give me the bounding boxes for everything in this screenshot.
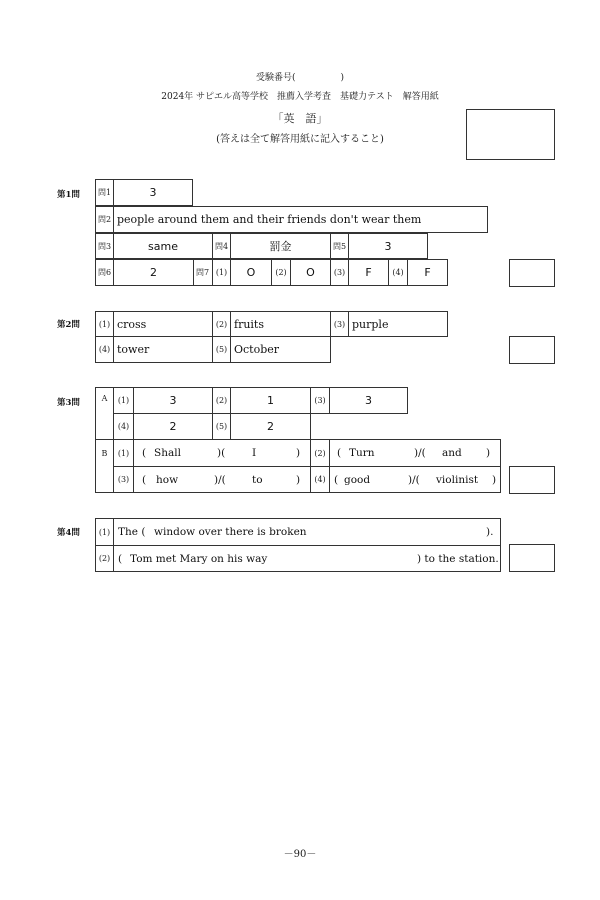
q3-b1-answer[interactable] (133, 439, 311, 467)
instruction-text: (答えは全て解答用紙に記入すること) (216, 134, 384, 145)
q3-b3-word1: how (156, 473, 179, 486)
q4-1-text: window over there is broken (154, 526, 307, 538)
q1-6-answer[interactable]: 2 (113, 259, 194, 286)
q4-1-answer[interactable] (113, 518, 501, 546)
q3-b1-word2: I (252, 447, 257, 459)
q1-score-box[interactable] (509, 259, 555, 287)
q3-b1-num: (1) (113, 439, 134, 467)
paren: )/( (408, 473, 420, 486)
q2-5-num: (5) (212, 336, 231, 363)
q1-2-label: 問2 (95, 206, 114, 233)
q3-part-b-label: B (95, 439, 114, 493)
paren: ( (142, 473, 147, 486)
q2-score-box[interactable] (509, 336, 555, 364)
q1-7-3-num: (3) (330, 259, 349, 286)
q3-a2-num: (2) (212, 387, 231, 414)
q3-a5-num: (5) (212, 413, 231, 440)
q2-2-num: (2) (212, 311, 231, 337)
q2-1-num: (1) (95, 311, 114, 337)
total-score-box[interactable] (466, 109, 555, 160)
q3-b4-num: (4) (310, 466, 330, 493)
q1-4-answer[interactable]: 罰金 (230, 233, 331, 259)
q2-5-answer[interactable]: October (230, 336, 331, 363)
q2-4-num: (4) (95, 336, 114, 363)
q1-1-answer[interactable]: 3 (113, 179, 193, 206)
q3-a1-num: (1) (113, 387, 134, 414)
q2-4-answer[interactable]: tower (113, 336, 213, 363)
q4-2-num: (2) (95, 545, 114, 572)
q3-b2-word2: and (442, 447, 462, 459)
q3-b4-answer[interactable] (329, 466, 501, 493)
q2-3-num: (3) (330, 311, 349, 337)
q4-2-text: Tom met Mary on his way (130, 552, 268, 565)
q1-5-label: 問5 (330, 233, 349, 259)
paren: ) (492, 473, 497, 486)
q4-1-num: (1) (95, 518, 114, 546)
question-3-label: 第3問 (57, 398, 80, 408)
paren: ) (296, 447, 301, 459)
q3-b4-word1: good (344, 473, 371, 486)
q1-5-answer[interactable]: 3 (348, 233, 428, 259)
q3-b3-num: (3) (113, 466, 134, 493)
q2-2-answer[interactable]: fruits (230, 311, 331, 337)
question-2-label: 第2問 (57, 320, 80, 330)
question-4-label: 第4問 (57, 528, 80, 538)
q3-a4-num: (4) (113, 413, 134, 440)
q1-7-4-num: (4) (388, 259, 408, 286)
q1-7-4-answer[interactable]: F (407, 259, 448, 286)
q1-3-label: 問3 (95, 233, 114, 259)
q2-1-answer[interactable]: cross (113, 311, 213, 337)
subject-title: 「英 語」 (272, 112, 328, 125)
paren: )/( (214, 473, 226, 486)
q3-a4-answer[interactable]: 2 (133, 413, 213, 440)
q1-6-label: 問6 (95, 259, 114, 286)
q3-a2-answer[interactable]: 1 (230, 387, 311, 414)
paren: )( (217, 447, 226, 459)
q3-part-a-label: A (95, 387, 114, 440)
paren: ( (142, 447, 147, 459)
q1-2-answer[interactable]: people around them and their friends don't wear them (113, 206, 488, 233)
q1-7-1-answer[interactable]: O (230, 259, 272, 286)
q3-a5-answer[interactable]: 2 (230, 413, 311, 440)
exam-number-line: 受験番号( ) (255, 73, 345, 83)
q3-b1-word1: Shall (154, 447, 181, 459)
paren: ) (296, 473, 301, 486)
q4-2-prefix: ( (118, 552, 123, 565)
q1-4-label: 問4 (212, 233, 231, 259)
question-1-label: 第1問 (57, 190, 80, 200)
q4-1-suffix: ). (486, 526, 494, 538)
q3-score-box[interactable] (509, 466, 555, 494)
paren: )/( (414, 447, 426, 459)
q1-1-label: 問1 (95, 179, 114, 206)
q4-1-prefix: The ( (118, 526, 146, 538)
sheet-title: 2024年 サピエル高等学校 推薦入学考査 基礎力テスト 解答用紙 (161, 92, 439, 102)
q3-a1-answer[interactable]: 3 (133, 387, 213, 414)
q1-7-2-answer[interactable]: O (290, 259, 331, 286)
q1-7-1-num: (1) (212, 259, 231, 286)
page-number: －90－ (283, 849, 317, 860)
q1-7-3-answer[interactable]: F (348, 259, 389, 286)
q3-b3-word2: to (252, 473, 263, 486)
q3-a3-answer[interactable]: 3 (329, 387, 408, 414)
paren: ) (486, 447, 491, 459)
q4-2-answer[interactable] (113, 545, 501, 572)
q4-score-box[interactable] (509, 544, 555, 572)
q3-b3-answer[interactable] (133, 466, 311, 493)
q1-7-2-num: (2) (271, 259, 291, 286)
q3-b4-word2: violinist (436, 473, 479, 486)
paren: ( (334, 473, 339, 486)
q1-7-label: 問7 (193, 259, 213, 286)
q4-2-suffix: ) to the station. (417, 552, 499, 565)
q3-b2-num: (2) (310, 439, 330, 467)
paren: ( (337, 447, 342, 459)
q2-3-answer[interactable]: purple (348, 311, 448, 337)
q3-b2-answer[interactable] (329, 439, 501, 467)
q3-a3-num: (3) (310, 387, 330, 414)
q3-b2-word1: Turn (349, 447, 375, 459)
q1-3-answer[interactable]: same (113, 233, 213, 259)
